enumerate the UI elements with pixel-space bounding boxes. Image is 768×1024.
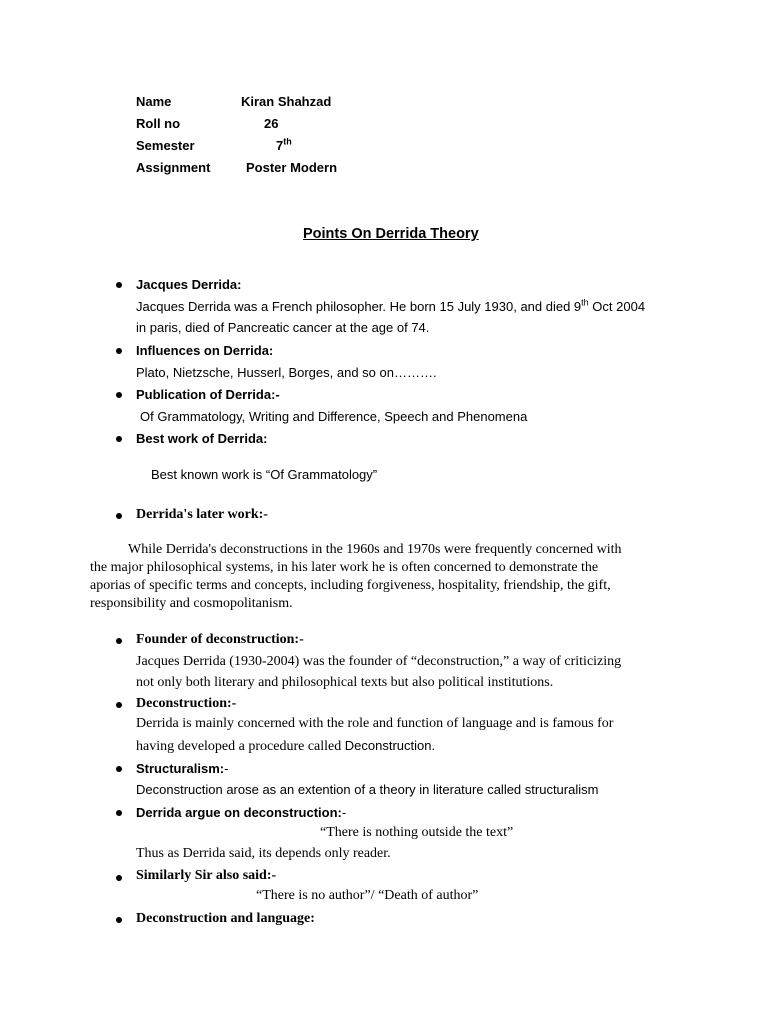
name-value: Kiran Shahzad	[241, 94, 332, 109]
assignment-value: Poster Modern	[246, 160, 338, 175]
bullet-icon	[116, 513, 122, 519]
paragraph-line: responsibility and cosmopolitanism.	[90, 596, 293, 611]
section-body: Derrida is mainly concerned with the role and function of language and is famous for	[136, 716, 614, 731]
semester-label: Semester	[136, 138, 195, 153]
section-heading-language: Deconstruction and language:	[136, 911, 315, 926]
paragraph-line: aporias of specific terms and concepts, including forgiveness, hospitality, friendship, the gift,	[90, 578, 611, 593]
bullet-icon	[116, 282, 122, 288]
bullet-icon	[116, 348, 122, 354]
section-body: Of Grammatology, Writing and Difference, Speech and Phenomena	[140, 409, 528, 424]
section-heading-best-work: Best work of Derrida:	[136, 431, 268, 446]
bullet-icon	[116, 875, 122, 881]
bullet-icon	[116, 702, 122, 708]
assignment-label: Assignment	[136, 160, 211, 175]
bullet-icon	[116, 810, 122, 816]
section-body: Jacques Derrida (1930-2004) was the founder of “deconstruction,” a way of criticizing	[136, 654, 622, 669]
bullet-icon	[116, 766, 122, 772]
bullet-icon	[116, 392, 122, 398]
bullet-icon	[116, 436, 122, 442]
section-body: Plato, Nietzsche, Husserl, Borges, and so on……….	[136, 365, 437, 380]
quote: “There is no author”/ “Death of author”	[256, 888, 479, 903]
section-body: Best known work is “Of Grammatology”	[151, 467, 378, 482]
roll-label: Roll no	[136, 116, 181, 131]
section-body: having developed a procedure called Deconstruction.	[136, 738, 436, 754]
section-heading-later-work: Derrida's later work:-	[136, 507, 268, 522]
section-heading-jacques-derrida: Jacques Derrida:	[136, 277, 242, 292]
name-label: Name	[136, 94, 172, 109]
roll-value: 26	[264, 116, 279, 131]
page-title: Points On Derrida Theory	[303, 226, 479, 242]
semester-value: 7th	[276, 136, 292, 153]
section-body: not only both literary and philosophical texts but also political institutions.	[136, 675, 554, 690]
section-heading-deconstruction: Deconstruction:-	[136, 696, 237, 711]
bullet-icon	[116, 917, 122, 923]
bullet-icon	[116, 638, 122, 644]
section-heading-argue: Derrida argue on deconstruction:-	[136, 805, 347, 820]
section-heading-publication: Publication of Derrida:-	[136, 387, 280, 402]
section-body: Thus as Derrida said, its depends only reader.	[136, 846, 391, 861]
section-heading-similarly: Similarly Sir also said:-	[136, 868, 277, 883]
section-body: Jacques Derrida was a French philosopher. He born 15 July 1930, and died 9th Oct 2004	[136, 297, 646, 314]
section-body: Deconstruction arose as an extention of a theory in literature called structuralism	[136, 782, 599, 797]
quote: “There is nothing outside the text”	[320, 825, 514, 840]
section-heading-founder: Founder of deconstruction:-	[136, 632, 304, 647]
section-heading-influences: Influences on Derrida:	[136, 343, 274, 358]
paragraph-line: While Derrida's deconstructions in the 1960s and 1970s were frequently concerned with	[128, 542, 622, 557]
section-body: in paris, died of Pancreatic cancer at the age of 74.	[136, 320, 430, 335]
paragraph-line: the major philosophical systems, in his later work he is often concerned to demonstrate the	[90, 560, 599, 575]
section-heading-structuralism: Structuralism:-	[136, 761, 229, 776]
